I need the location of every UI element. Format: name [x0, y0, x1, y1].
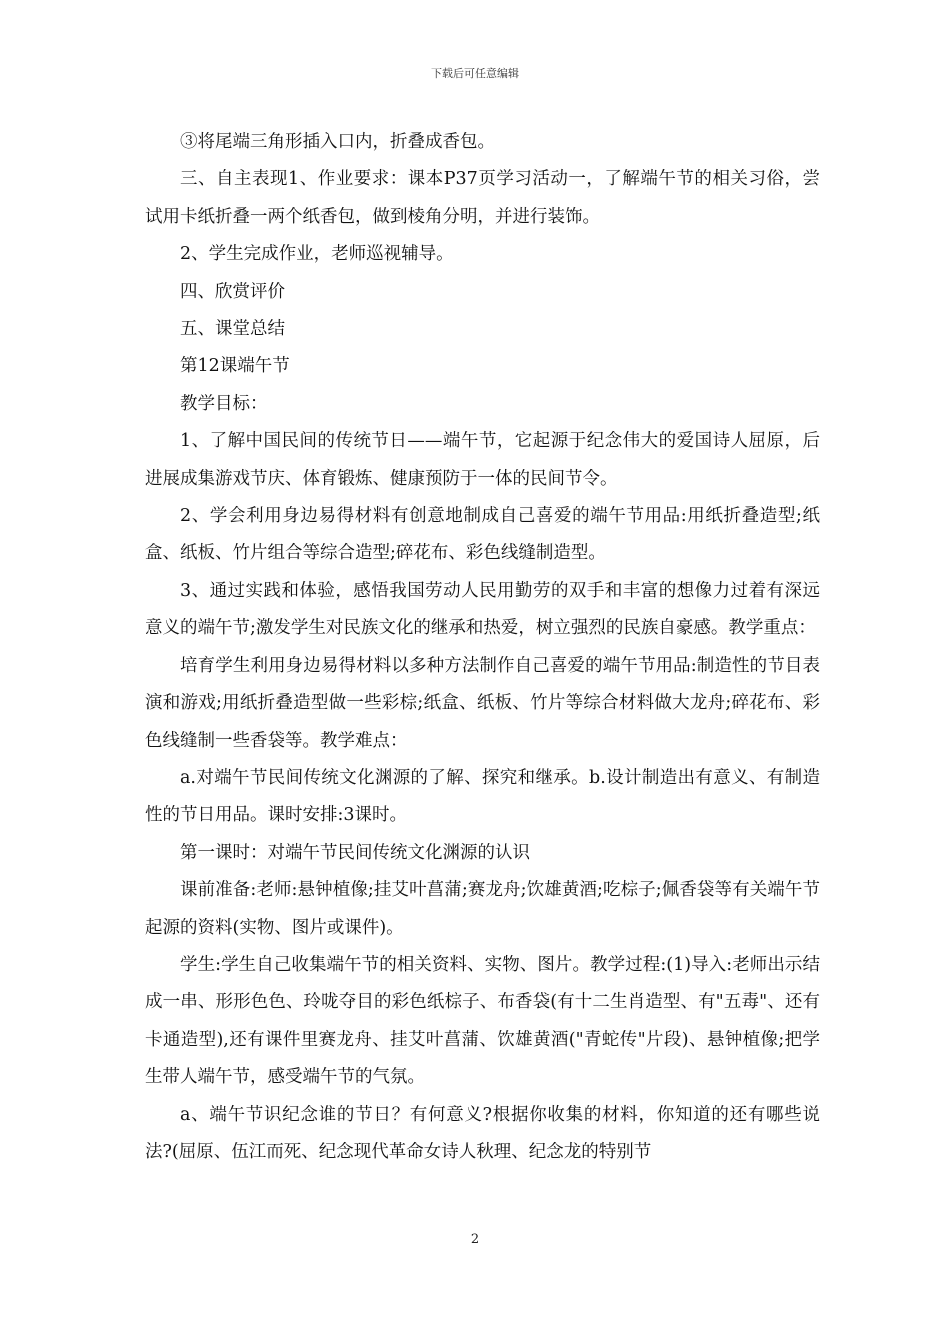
paragraph: 3、通过实践和体验，感悟我国劳动人民用勤劳的双手和丰富的想像力过着有深远意义的端午节;激发学生对民族文化的继承和热爱，树立强烈的民族自豪感。教学重点： [145, 580, 820, 639]
page-number: 2 [470, 1232, 480, 1247]
paragraph: 培育学生利用身边易得材料以多种方法制作自己喜爱的端午节用品:制造性的节目表演和游戏;用纸折叠造型做一些彩棕;纸盒、纸板、竹片等综合材料做大龙舟;碎花布、彩色线缝制一些香袋等。教学难点： [145, 655, 820, 751]
paragraph: a、端午节识纪念谁的节日？有何意义?根据你收集的材料，你知道的还有哪些说法?(屈原、伍江而死、纪念现代革命女诗人秋理、纪念龙的特别节 [145, 1104, 820, 1162]
paragraph: 学生:学生自己收集端午节的相关资料、实物、图片。教学过程:(1)导入:老师出示结成一串、形形色色、玲咙夺目的彩色纸棕子、布香袋(有十二生肖造型、有"五毒"、还有卡通造型),还有课件里赛龙舟、挂艾叶菖蒲、饮雄黄酒("青蛇传"片段)、悬钟植像;把学生带人端午节，感受端午节的气氛。 [145, 954, 820, 1088]
paragraph: 三、自主表现1、作业要求：课本P37页学习活动一，了解端午节的相关习俗，尝试用卡纸折叠一两个纸香包，做到棱角分明，并进行装饰。 [145, 169, 820, 227]
paragraph: 五、课堂总结 [180, 319, 285, 340]
document-body [145, 124, 820, 1171]
paragraph: 第12课端午节 [180, 356, 290, 377]
paragraph: 2、学会利用身边易得材料有创意地制成自己喜爱的端午节用品:用纸折叠造型;纸盒、纸板、竹片组合等综合造型;碎花布、彩色线缝制造型。 [145, 506, 820, 564]
paragraph: a.对端午节民间传统文化渊源的了解、探究和继承。b.设计制造出有意义、有制造性的节日用品。课时安排:3课时。 [145, 767, 820, 826]
paragraph: ③将尾端三角形插入口内，折叠成香包。 [180, 132, 495, 152]
paragraph: 第一课时：对端午节民间传统文化渊源的认识 [180, 842, 530, 863]
page-header: 下载后可任意编辑 [431, 67, 519, 80]
paragraph: 四、欣赏评价 [180, 281, 285, 302]
paragraph: 教学目标： [180, 393, 268, 414]
paragraph: 1、了解中国民间的传统节日——端午节，它起源于纪念伟大的爱国诗人屈原，后进展成集游戏节庆、体育锻炼、健康预防于一体的民间节令。 [145, 431, 820, 489]
paragraph: 2、学生完成作业，老师巡视辅导。 [180, 244, 454, 265]
paragraph: 课前准备:老师:悬钟植像;挂艾叶菖蒲;赛龙舟;饮雄黄酒;吃棕子;佩香袋等有关端午节起源的资料(实物、图片或课件)。 [145, 880, 820, 938]
